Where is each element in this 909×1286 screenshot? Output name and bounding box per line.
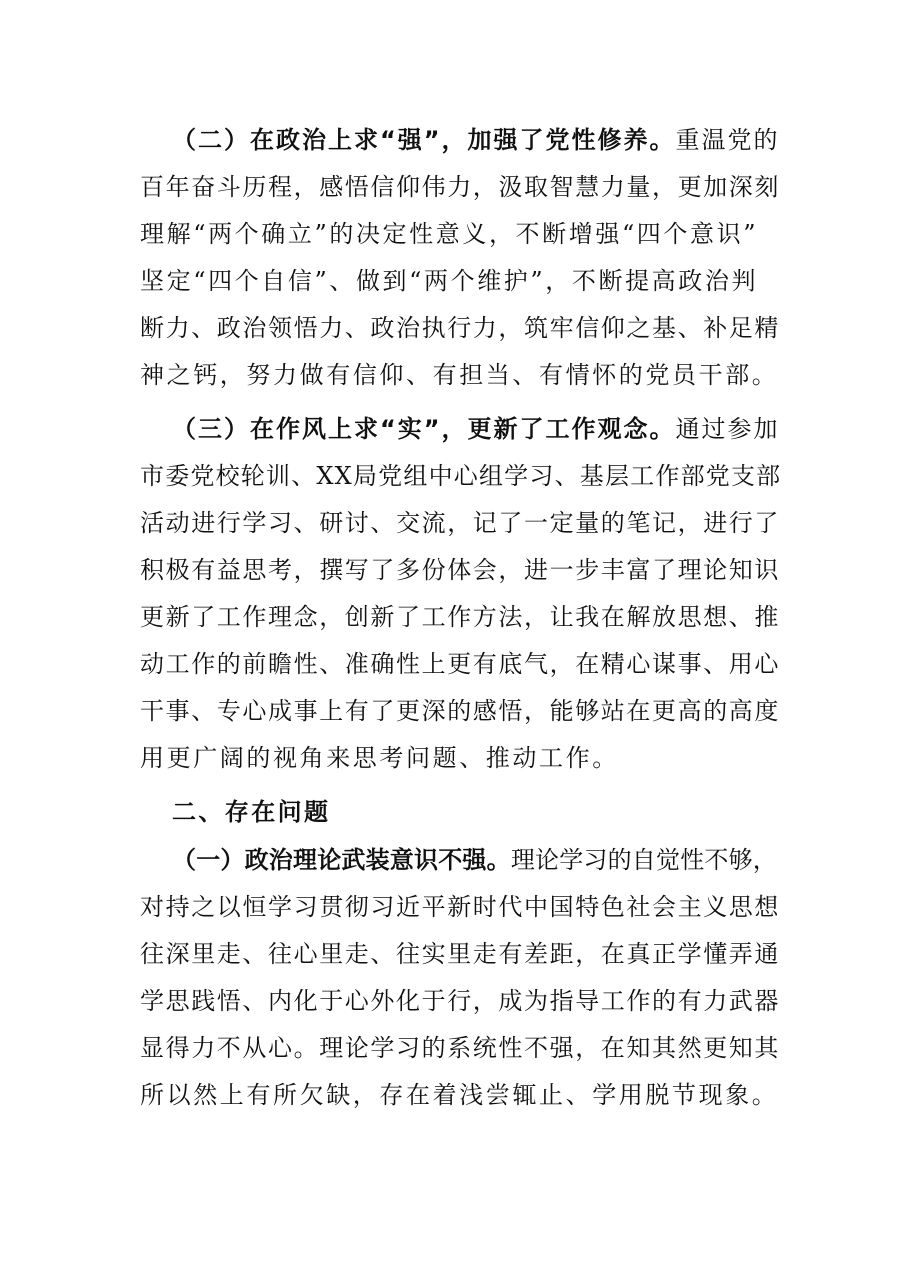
para3-line-4: 显得力不从心。理论学习的系统性不强，在知其然更知其 (140, 1034, 780, 1062)
section-title: 二、存在问题 (172, 798, 331, 826)
para1-line-4: 断力、政治领悟力、政治执行力，筑牢信仰之基、补足精 (140, 314, 780, 342)
para1-heading: （二）在政治上求“强”，加强了党性修养。 (172, 126, 676, 154)
para2-line-5: 动工作的前瞻性、准确性上更有底气，在精心谋事、用心 (140, 650, 780, 678)
para2-line-2: 活动进行学习、研讨、交流，记了一定量的笔记，进行了 (140, 509, 780, 537)
para3-line-2: 往深里走、往心里走、往实里走有差距，在真正学懂弄通 (140, 940, 780, 968)
para1-line-1: 百年奋斗历程，感悟信仰伟力，汲取智慧力量，更加深刻 (140, 173, 780, 201)
para3-first-line (172, 845, 780, 875)
para2-line-6: 干事、专心成事上有了更深的感悟，能够站在更高的高度 (140, 697, 780, 725)
para2-first-line (172, 414, 780, 444)
para1-line-5: 神之钙，努力做有信仰、有担当、有情怀的党员干部。 (140, 361, 779, 389)
para3-line-1: 对持之以恒学习贯彻习近平新时代中国特色社会主义思想 (140, 893, 780, 921)
para2-line-1: 市委党校轮训、XX局党组中心组学习、基层工作部党支部 (140, 462, 782, 490)
para2-line-4: 更新了工作理念，创新了工作方法，让我在解放思想、推 (140, 603, 780, 631)
para3-line-3: 学思践悟、内化于心外化于行，成为指导工作的有力武器 (140, 987, 780, 1015)
para2-line-7: 用更广阔的视角来思考问题、推动工作。 (140, 744, 619, 772)
para2-lead-text: 通过参加 (675, 415, 780, 443)
para1-line-2: 理解“两个确立”的决定性意义，不断增强“四个意识” (140, 220, 759, 248)
para1-lead-text: 重温党的 (675, 126, 780, 154)
para1-line-3: 坚定“四个自信”、做到“两个维护”，不断提高政治判 (140, 267, 759, 295)
para3-lead-text: 理论学习的自觉性不够， (510, 846, 778, 874)
para1-first-line (172, 125, 780, 155)
para2-line-3: 积极有益思考，撰写了多份体会，进一步丰富了理论知识 (140, 556, 780, 584)
para2-heading: （三）在作风上求“实”，更新了工作观念。 (172, 415, 676, 443)
para3-heading: （一）政治理论武装意识不强。 (172, 846, 511, 874)
para3-line-5: 所以然上有所欠缺，存在着浅尝辄止、学用脱节现象。 (140, 1081, 779, 1109)
